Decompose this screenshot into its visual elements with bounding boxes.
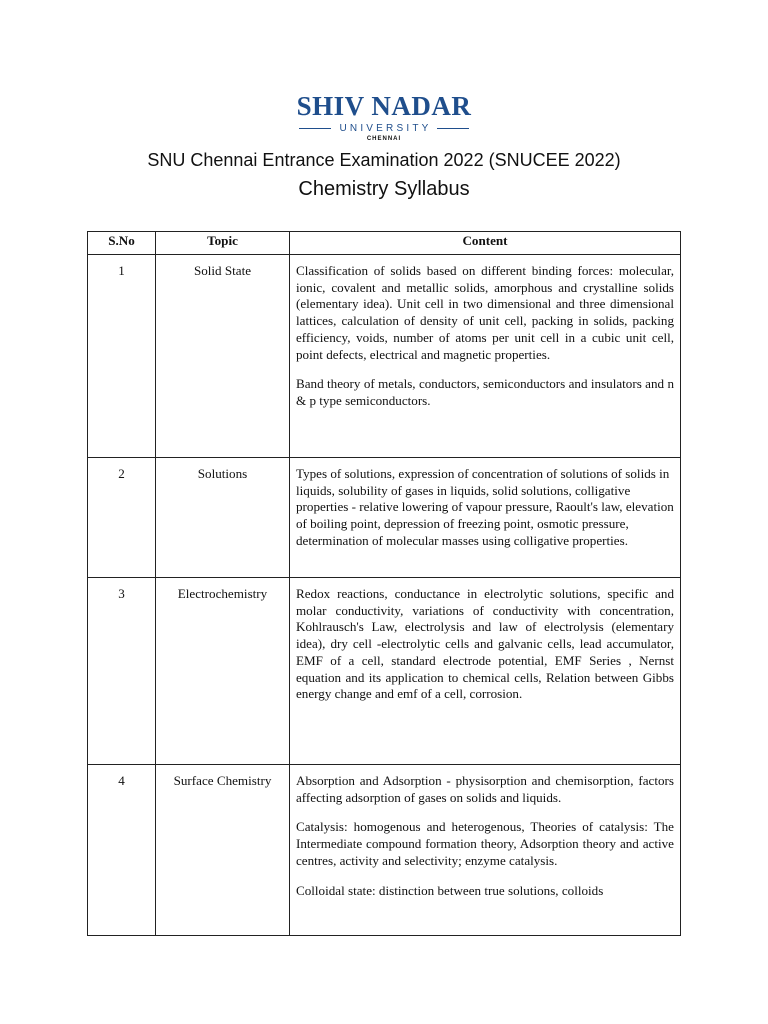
row-sno: 1 [88, 255, 156, 458]
header-sno: S.No [88, 232, 156, 255]
syllabus-table [87, 231, 681, 936]
row-topic: Electrochemistry [156, 578, 290, 765]
row-content [290, 578, 681, 765]
row-topic: Surface Chemistry [156, 765, 290, 936]
table-row [88, 578, 681, 765]
logo-right-rule [437, 128, 469, 129]
header-topic: Topic [156, 232, 290, 255]
content-paragraph: Types of solutions, expression of concentration of solutions of solids in liquids, solubility of gases in liquids, solid solutions, colligative properties - relative lowering of vapour pressure, Raoult's law, elevation of boiling point, depression of freezing point, osmotic pressure, determination of molecular masses using colligative properties. [296, 466, 674, 548]
content-paragraph: Absorption and Adsorption - physisorption and chemisorption, factors affecting adsorption of gases on solids and liquids. [296, 773, 674, 805]
row-topic: Solutions [156, 458, 290, 578]
content-paragraph: Band theory of metals, conductors, semiconductors and insulators and n & p type semiconductors. [296, 376, 674, 408]
logo-subtitle-row [0, 121, 768, 135]
row-sno: 2 [88, 458, 156, 578]
logo-subtitle: UNIVERSITY [339, 122, 432, 134]
row-content [290, 255, 681, 458]
table-row [88, 255, 681, 458]
table-header-row [88, 232, 681, 255]
content-paragraph: Colloidal state: distinction between true solutions, colloids [296, 882, 604, 898]
row-sno: 4 [88, 765, 156, 936]
logo-name: SHIV NADAR [296, 91, 472, 121]
exam-title: SNU Chennai Entrance Examination 2022 (SNUCEE 2022) [147, 150, 621, 170]
logo-left-rule [299, 128, 331, 129]
syllabus-title: Chemistry Syllabus [298, 178, 470, 200]
header-content: Content [290, 232, 681, 255]
table-row [88, 765, 681, 936]
row-content [290, 458, 681, 578]
table-row [88, 458, 681, 578]
content-paragraph: Classification of solids based on different binding forces: molecular, ionic, covalent and metallic solids, amorphous and crystalline solids (elementary idea). Unit cell in two dimensional and three dimensional lattices, calculation of density of unit cell, packing in solids, packing efficiency, voids, number of atoms per unit cell in a cubic unit cell, point defects, electrical and magnetic properties. [296, 263, 674, 362]
content-paragraph: Redox reactions, conductance in electrolytic solutions, specific and molar conductivity, variations of conductivity with concentration, Kohlrausch's Law, electrolysis and law of electrolysis (elementary idea), dry cell -electrolytic cells and galvanic cells, lead accumulator, EMF of a cell, standard electrode potential, EMF Series , Nernst equation and its application to chemical cells, Relation between Gibbs energy change and emf of a cell, corrosion. [296, 586, 674, 702]
row-content [290, 765, 681, 936]
content-paragraph: Catalysis: homogenous and heterogenous, Theories of catalysis: The Intermediate compound formation theory, Adsorption theory and active centres, activity and selectivity; enzyme catalysis. [296, 819, 674, 868]
row-topic: Solid State [156, 255, 290, 458]
university-logo [0, 92, 768, 143]
row-sno: 3 [88, 578, 156, 765]
logo-city: CHENNAI [366, 136, 402, 142]
